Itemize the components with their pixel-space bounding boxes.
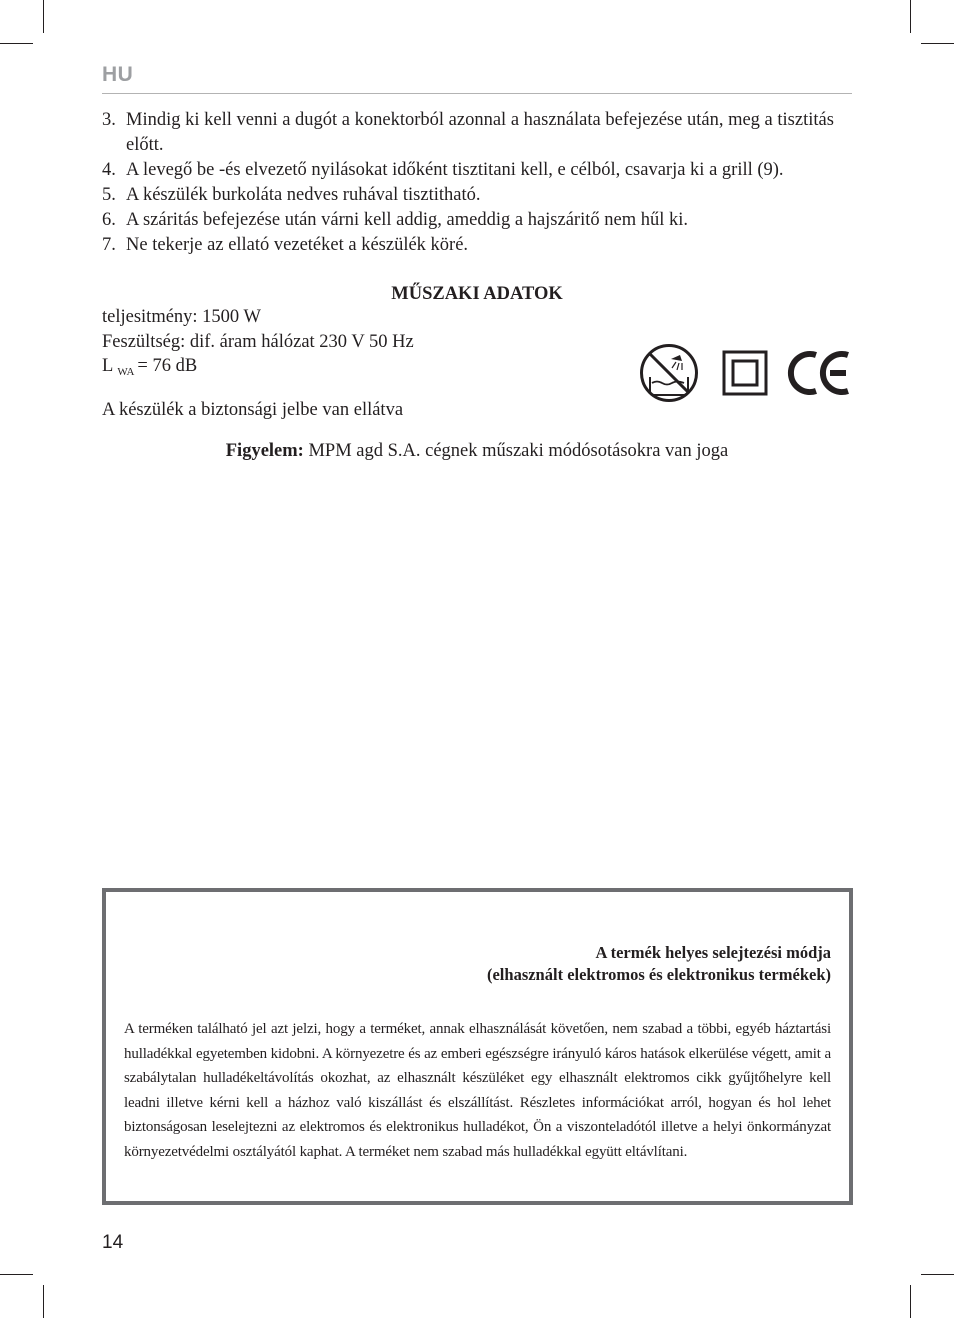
item-text: A száritás befejezése után várni kell addig, ameddig a hajszáritő nem hűl ki. <box>126 210 688 230</box>
voltage-spec: Feszültség: dif. áram hálózat 230 V 50 Hz <box>102 331 414 352</box>
no-bath-water-icon <box>638 343 700 403</box>
safety-symbols <box>638 343 854 403</box>
disposal-info-box <box>102 888 853 1205</box>
list-item <box>102 183 854 208</box>
power-spec: teljesitmény: 1500 W <box>102 307 261 327</box>
ce-mark-icon <box>786 348 852 398</box>
manufacturer-note <box>102 439 852 464</box>
crop-mark <box>0 1274 33 1275</box>
noise-symbol: L <box>102 356 114 376</box>
disposal-title <box>487 942 831 986</box>
tech-data-heading: MŰSZAKI ADATOK <box>391 284 563 304</box>
item-number: 3. <box>102 110 116 130</box>
header-rule <box>102 93 852 94</box>
crop-mark <box>910 1285 911 1318</box>
item-number: 5. <box>102 185 116 205</box>
list-item <box>102 208 854 233</box>
crop-mark <box>0 43 33 44</box>
disposal-title-line: A termék helyes selejtezési módja <box>595 943 831 962</box>
list-item <box>102 158 854 183</box>
class-ii-insulation-icon <box>722 350 768 396</box>
item-text: Ne tekerje az ellató vezetéket a készülék köré. <box>126 235 469 255</box>
item-number: 7. <box>102 235 116 255</box>
item-text: Mindig ki kell venni a dugót a konektorból azonnal a használata befejezése után, meg a tisztitás előtt. <box>126 110 834 155</box>
list-item <box>102 233 854 258</box>
list-item <box>102 108 854 158</box>
instruction-list <box>102 108 854 258</box>
noise-subscript: WA <box>117 366 135 378</box>
item-number: 6. <box>102 210 116 230</box>
crop-mark <box>921 1274 954 1275</box>
crop-mark <box>921 43 954 44</box>
note-label: Figyelem: <box>225 441 304 461</box>
tech-specs <box>102 305 414 385</box>
disposal-body: A terméken található jel azt jelzi, hogy a terméket, annak elhasználását követően, nem szabad a többi, egyéb háztartási hulladékkal egyetemben kidobni. A környezetre és az emberi egészségre irányuló káros hatások elkerülése végett, amit a szabálytalan hulladékeltávolítás okozhat, az elhasznált készüléket egy elhasznált elektromos cikk gyűjtőhelyre kell leadni illetve kérni kell a házhoz való kiszállást és elszállítást. Részletes információkat arról, hogyan és hol lehet biztonságosan leselejtezni az elektromos és elektronikus hulladékot, Ön a viszonteladótól illetve a helyi önkormányzat környezetvédelmi osztályától kaphat. A terméket nem szabad más hulladékkal együtt eltávlítani. <box>124 1021 831 1160</box>
disposal-subtitle-line: (elhasznált elektromos és elektronikus termékek) <box>486 965 831 984</box>
item-number: 4. <box>102 160 116 180</box>
page-number: 14 <box>102 1232 124 1253</box>
crop-mark <box>43 1285 44 1318</box>
note-text: MPM agd S.A. cégnek műszaki módósotásokra van joga <box>303 441 729 461</box>
crop-mark <box>43 0 44 33</box>
item-text: A levegő be -és elvezető nyilásokat időként tisztitani kell, e célból, csavarja ki a grill (9). <box>126 160 784 180</box>
noise-value: = 76 dB <box>137 356 198 376</box>
safety-statement: A készülék a biztonsági jelbe van ellátva <box>102 400 404 420</box>
crop-mark <box>910 0 911 33</box>
item-text: A készülék burkoláta nedves ruhával tisztitható. <box>126 185 481 205</box>
language-code: HU <box>102 63 134 86</box>
noise-spec <box>102 354 414 385</box>
